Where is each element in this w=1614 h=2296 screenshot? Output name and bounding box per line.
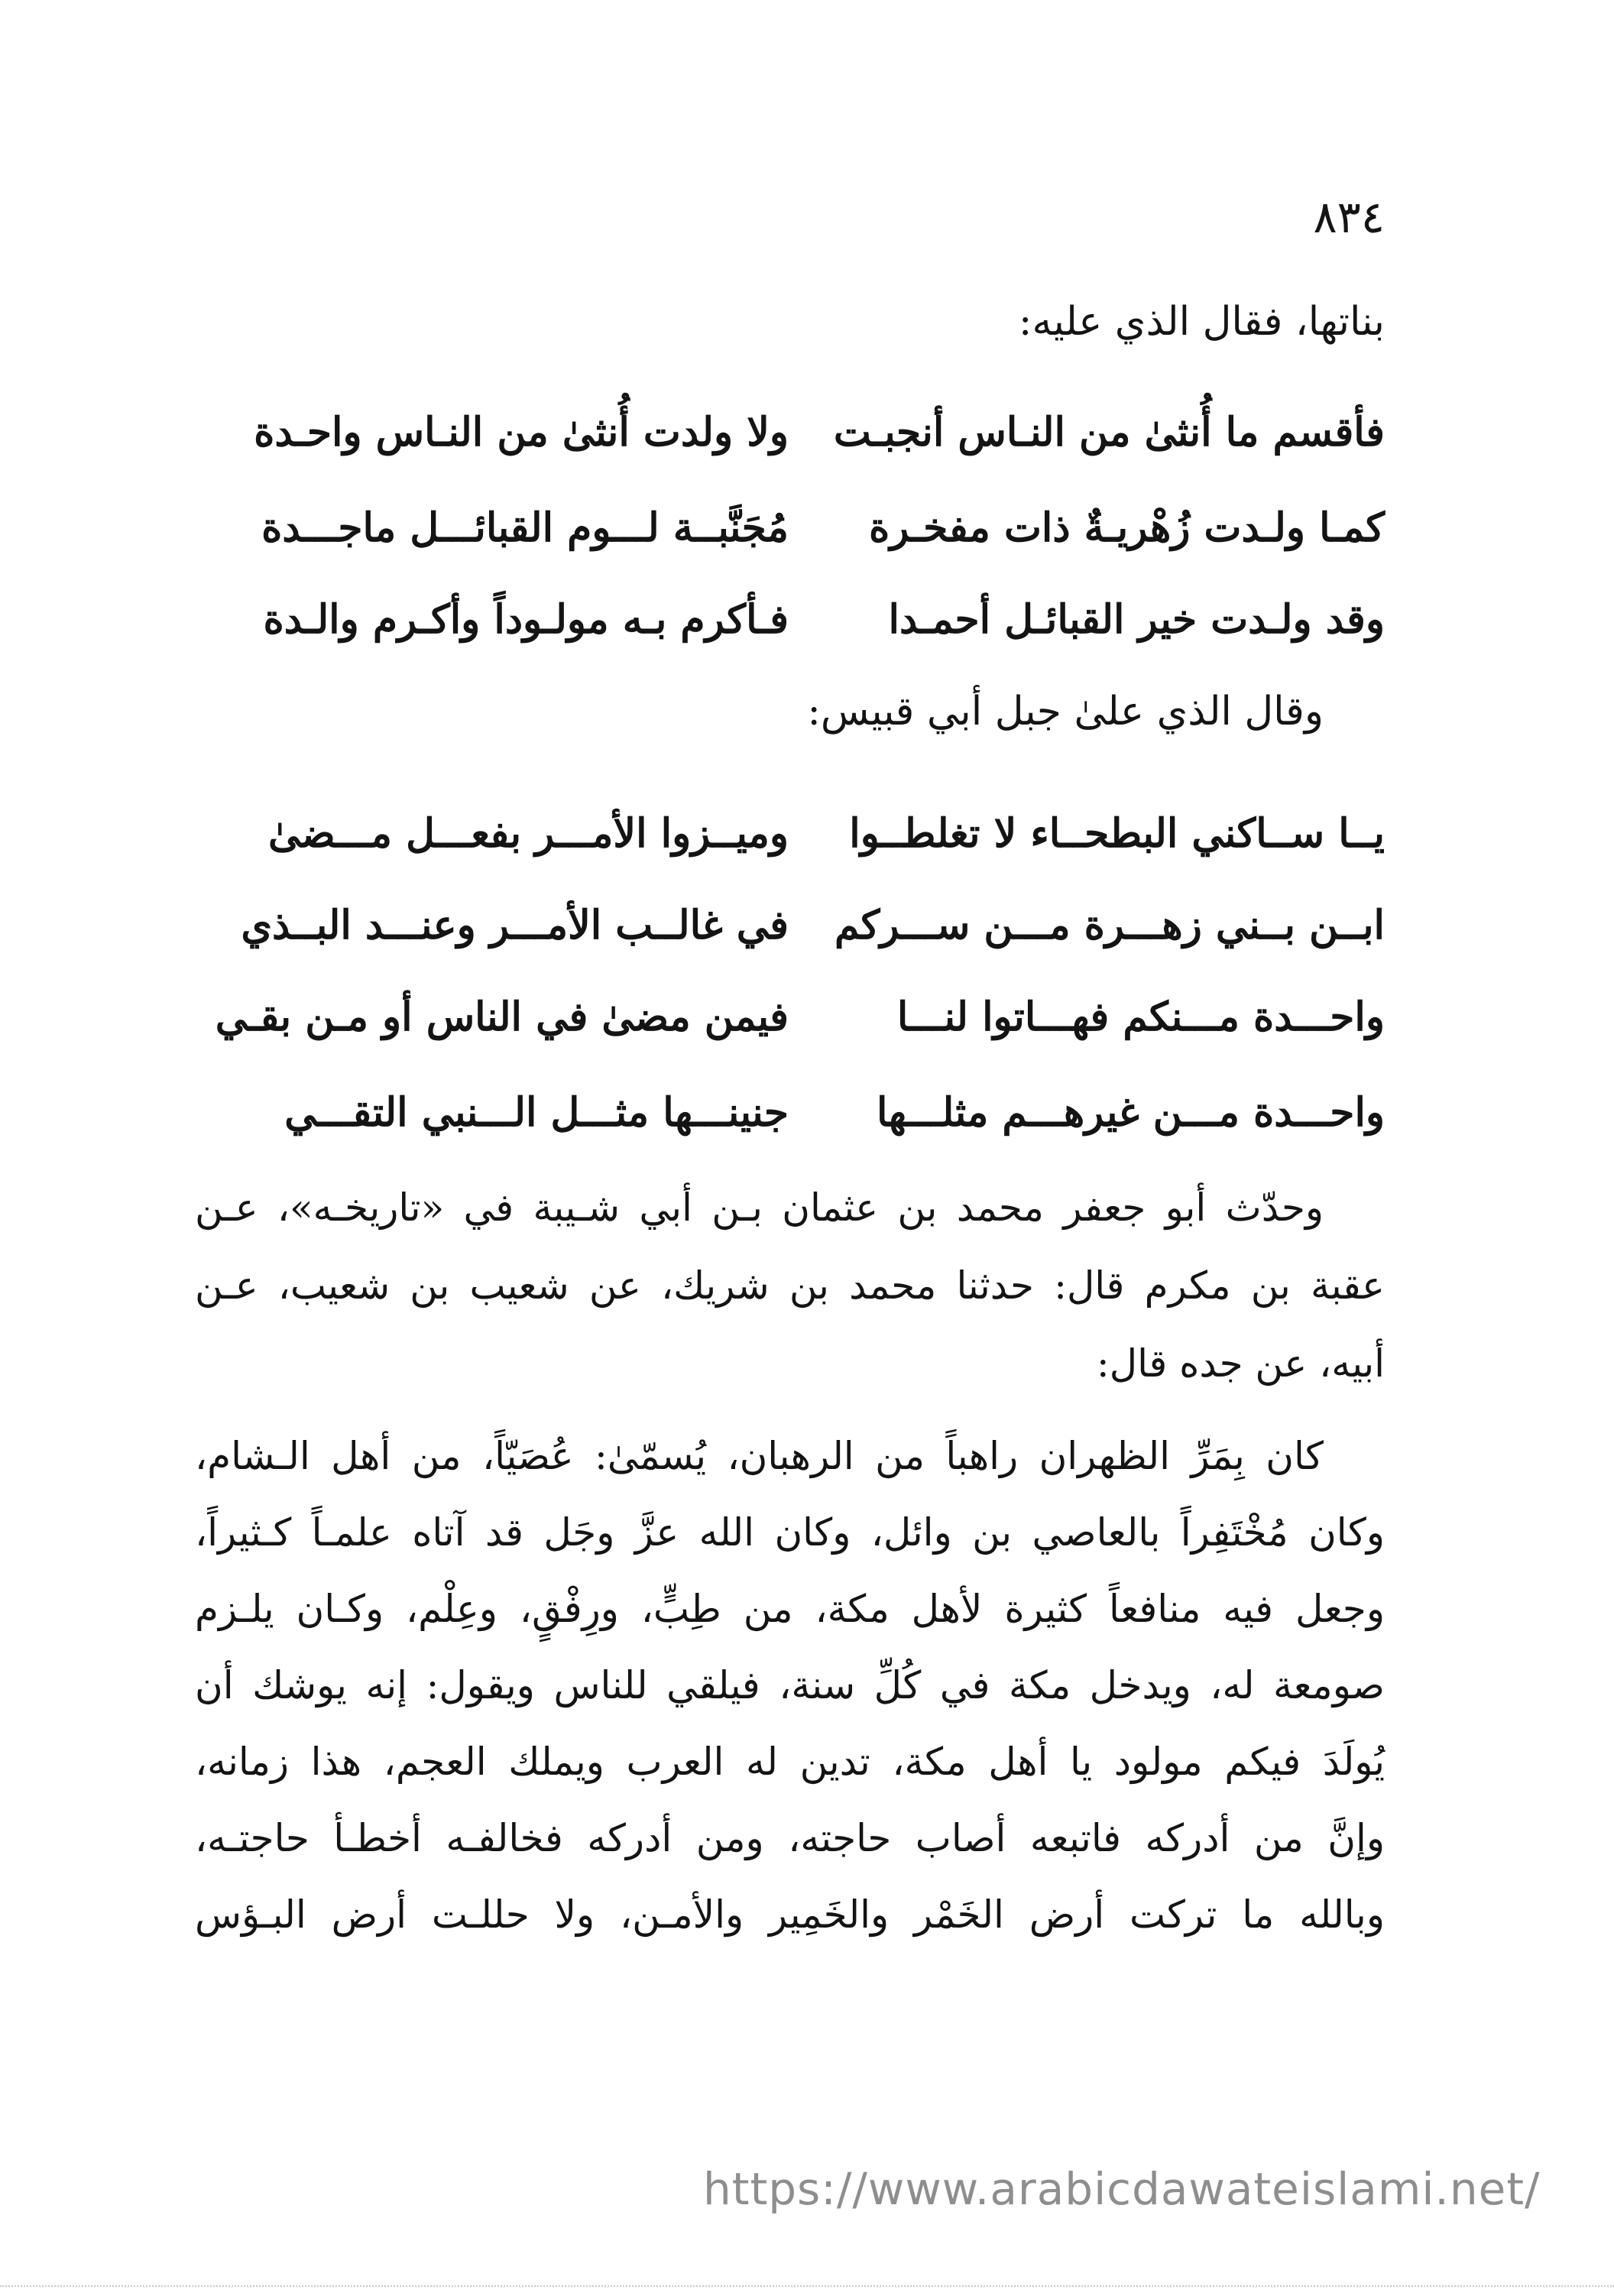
page-number: ٨٣٤ [1313, 191, 1385, 243]
verse-second-hemistich: مُجَنَّبــة لـــوم القبائـــل ماجـــدة [261, 504, 789, 551]
verse [0, 994, 1614, 1051]
verse [0, 902, 1614, 959]
verse-second-hemistich: ولا ولدت أُنثىٰ من النـاس واحـدة [254, 409, 789, 456]
verse-second-hemistich: فيمن مضىٰ في الناس أو مـن بقـي [215, 994, 789, 1040]
paragraph-line: وحدّث أبو جعفر محمد بن عثمان بـن أبي شـيبة في «تاريخـه»، عـن [195, 1185, 1324, 1230]
verse-first-hemistich: واحـــدة مـــن غيرهـــم مثلـــها [877, 1089, 1385, 1136]
paragraph-line: وكان مُخْتَفِراً بالعاصي بن وائل، وكان الله عزَّ وجَل قد آتاه علمـاً كـثيراً، [195, 1510, 1385, 1555]
verse-first-hemistich: ابــن بــني زهـــرة مـــن ســـركم [834, 902, 1385, 949]
intro-line: بناتها، فقال الذي عليه: [1018, 299, 1385, 345]
paragraph-line: كان بِمَرِّ الظهران راهباً من الرهبان، يُسمّىٰ: عُصَيّاً، من أهل الـشام، [195, 1434, 1324, 1478]
verse [0, 409, 1614, 466]
intro-line: وقال الذي علىٰ جبل أبي قبيس: [807, 689, 1324, 735]
verse-second-hemistich: فـأكرم بـه مولـوداً وأكـرم والـدة [263, 596, 789, 643]
paragraph-line: وجعل فيه منافعاً كثيرة لأهل مكة، من طِبٍّ، ورِفْقٍ، وعِلْم، وكـان يلـزم [195, 1587, 1385, 1631]
scan-edge-divider [0, 2285, 1614, 2289]
verse [0, 810, 1614, 867]
paragraph-line: عقبة بن مكرم قال: حدثنا محمد بن شريك، عن شعيب بن شعيب، عـن [195, 1263, 1385, 1308]
verse [0, 1089, 1614, 1146]
verse [0, 504, 1614, 562]
watermark-url: https://www.arabicdawateislami.net/ [703, 2163, 1541, 2215]
verse-second-hemistich: في غالــب الأمـــر وعنـــد البــذي [241, 902, 789, 949]
paragraph-line: أبيه، عن جده قال: [1096, 1341, 1385, 1386]
verse [0, 596, 1614, 653]
verse-first-hemistich: وقد ولـدت خير القبائـل أحمـدا [888, 596, 1385, 643]
paragraph-line: وبالله ما تركت أرض الخَمْر والخَمِير والأمـن، ولا حللـت أرض البـؤس [195, 1892, 1385, 1937]
paragraph [195, 1185, 1385, 1386]
paragraph-line: وإنَّ من أدركه فاتبعه أصاب حاجته، ومن أدركه فخالفـه أخطـأ حاجتـه، [195, 1816, 1385, 1860]
verse-first-hemistich: واحـــدة مـــنكم فهـــاتوا لنـــا [896, 994, 1385, 1040]
verse-second-hemistich: جنينـــها مثـــل الـــنبي التقـــي [284, 1089, 789, 1136]
paragraph-line: يُولَدَ فيكم مولود يا أهل مكة، تدين له العرب ويملك العجم، هذا زمانه، [195, 1740, 1385, 1784]
verse-first-hemistich: فأقسم ما أُنثىٰ من النـاس أنجبـت [833, 409, 1385, 456]
verse-second-hemistich: وميــزوا الأمـــر بفعـــل مـــضىٰ [268, 810, 789, 857]
paragraph-line: صومعة له، ويدخل مكة في كُلِّ سنة، فيلقي للناس ويقول: إنه يوشك أن [195, 1663, 1385, 1707]
verse-first-hemistich: كمـا ولـدت زُهْريـةٌ ذات مفخـرة [868, 504, 1385, 551]
paragraph [195, 1434, 1385, 1987]
verse-first-hemistich: يــا ســاكني البطحــاء لا تغلطــوا [849, 810, 1385, 857]
